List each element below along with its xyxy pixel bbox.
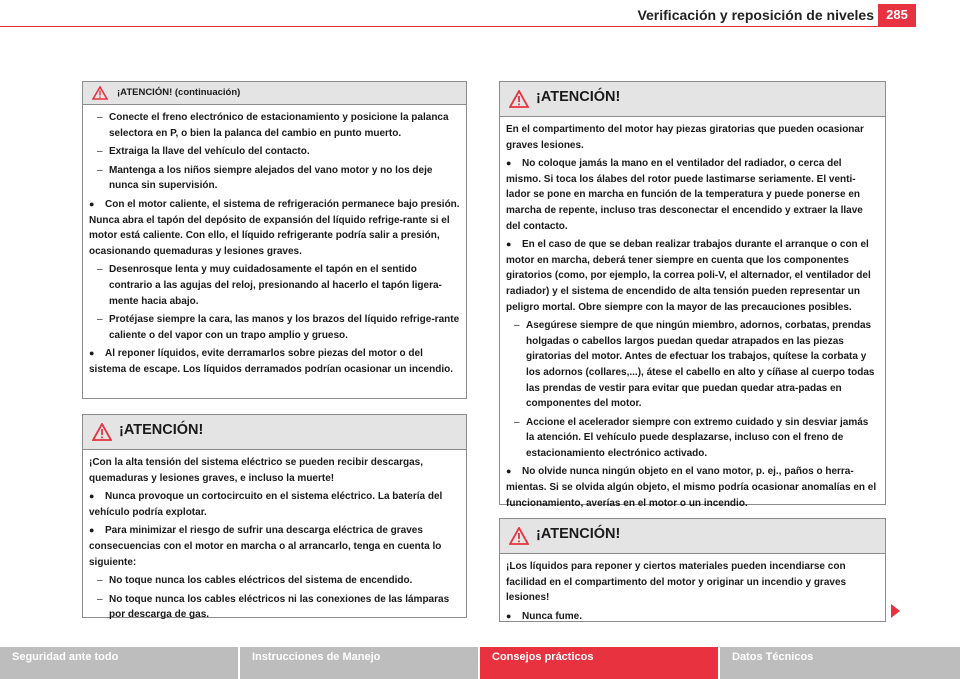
- bullet-item: [89, 523, 460, 570]
- next-page-arrow-icon[interactable]: [891, 604, 900, 618]
- warning-box-title: ¡ATENCIÓN!: [536, 526, 621, 542]
- dash-marker: –: [97, 575, 103, 587]
- bullet-item: [89, 346, 460, 377]
- bullet-marker: ●: [89, 198, 95, 209]
- dash-marker: –: [97, 314, 103, 326]
- tab-seguridad[interactable]: Seguridad ante todo: [0, 647, 238, 679]
- item-text: ¡Con la alta tensión del sistema eléctrico se pueden recibir descargas, quemaduras y lesiones graves, e incluso la muerte!: [89, 457, 424, 484]
- sub-step-item: [89, 163, 460, 194]
- item-text: Para minimizar el riesgo de sufrir una descarga eléctrica de graves consecuencias con el motor en marcha o al arrancarlo, tenga en cuenta lo siguiente:: [89, 525, 442, 568]
- dash-marker: –: [97, 164, 103, 176]
- bullet-item: [506, 237, 879, 315]
- item-text: Con el motor caliente, el sistema de refrigeración permanece bajo presión. Nunca abra el tapón del depósito de expansión del líquido refrige-rante si el motor está caliente. Con ello, el líquido refrigerante podría salir a presión, ocasionando quemaduras y lesiones graves.: [89, 198, 460, 257]
- bullet-item: [506, 156, 879, 234]
- item-text: No toque nunca los cables eléctricos ni las conexiones de las lámparas por descarga de gas.: [109, 593, 450, 621]
- bullet-marker: ●: [89, 348, 95, 359]
- dash-marker: –: [514, 320, 520, 332]
- warning-box-content: [500, 554, 885, 624]
- paragraph: [506, 559, 879, 606]
- bullet-item: [506, 609, 879, 625]
- warning-box-header: [83, 82, 466, 105]
- item-text: No coloque jamás la mano en el ventilador del radiador, o cerca del mismo. Si toca los álabes del rotor puede lastimarse seriamente. El venti-lador se pone en marcha en función de la temperatura y puede ponerse en marcha de repente, incluso tras desconectar el encendido y extraer la llave del contacto.: [506, 158, 863, 232]
- page-header-title: Verificación y reposición de niveles: [637, 7, 874, 23]
- sub-step-item: [89, 592, 460, 623]
- item-text: Al reponer líquidos, evite derramarlos sobre piezas del motor o del sistema de escape. Los líquidos derramados podrían ocasionar un incendio.: [89, 348, 453, 375]
- item-text: En el caso de que se deban realizar trabajos durante el arranque o con el motor en marcha, deberá tener siempre en cuenta que los componentes giratorios (como, por ejemplo, la correa poli-V, el alternador, el ventilador del radiador) y el sistema de encendido de alta tensión pueden representar un peligro mortal. Obre siempre con la mayor de las precauciones posibles.: [506, 239, 871, 313]
- warning-box-high-voltage: [82, 414, 467, 621]
- warning-box-title: ¡ATENCIÓN!: [119, 422, 204, 438]
- footer-nav: [0, 647, 960, 679]
- warning-triangle-icon: [92, 423, 112, 441]
- warning-box-rotating-parts: [499, 81, 886, 509]
- warning-box-title: ¡ATENCIÓN! (continuación): [117, 87, 241, 98]
- sub-step-item: [89, 144, 460, 160]
- bullet-marker: ●: [506, 239, 512, 250]
- warning-box-header: [83, 415, 466, 450]
- item-text: No toque nunca los cables eléctricos del sistema de encendido.: [109, 575, 413, 587]
- dash-marker: –: [97, 264, 103, 276]
- item-text: Asegúrese siempre de que ningún miembro, adornos, corbatas, prendas holgadas o cabellos largos puedan quedar atrapados en las piezas giratorias del motor. Antes de efectuar los trabajos, quítese la corbata y los adornos (collares,...), átese el cabello en alto y cíñase al cuerpo todas las prendas de vestir para evitar que puedan quedar atra-padas en componentes del motor.: [526, 320, 875, 410]
- item-text: Nunca provoque un cortocircuito en el sistema eléctrico. La batería del vehículo podría explotar.: [89, 491, 443, 518]
- dash-marker: –: [97, 146, 103, 158]
- dash-marker: –: [97, 593, 103, 605]
- tab-consejos[interactable]: Consejos prácticos: [480, 647, 718, 679]
- bullet-item: [89, 197, 460, 259]
- item-text: Accione el acelerador siempre con extremo cuidado y sin desviar jamás la atención. El vehículo puede desplazarse, incluso con el freno de estacionamiento electrónico activado.: [526, 416, 869, 459]
- dash-marker: –: [97, 112, 103, 123]
- item-text: Mantenga a los niños siempre alejados del vano motor y no los deje nunca sin supervisión.: [109, 164, 433, 192]
- sub-step-item: [89, 110, 460, 141]
- warning-box-content: [83, 105, 466, 378]
- item-text: Extraiga la llave del vehículo del contacto.: [109, 146, 310, 158]
- page-number: 285: [878, 4, 916, 26]
- bullet-item: [89, 489, 460, 520]
- warning-box-content: [83, 450, 466, 623]
- paragraph: [506, 122, 879, 153]
- warning-box-header: [500, 82, 885, 117]
- item-text: En el compartimento del motor hay piezas giratorias que pueden ocasionar graves lesiones.: [506, 124, 864, 151]
- item-text: Conecte el freno electrónico de estacionamiento y posicione la palanca selectora en P, o bien la palanca del cambio en punto muerto.: [109, 112, 449, 139]
- warning-box-continued: [82, 81, 467, 399]
- sub-step-item: [89, 262, 460, 309]
- warning-box-title: ¡ATENCIÓN!: [536, 89, 621, 105]
- bullet-marker: ●: [506, 466, 512, 477]
- dash-marker: –: [514, 416, 520, 428]
- bullet-marker: ●: [89, 491, 95, 502]
- warning-box-header: [500, 519, 885, 554]
- item-text: No olvide nunca ningún objeto en el vano motor, p. ej., paños o herra-mientas. Si se olvida algún objeto, el mismo podría ocasionar anomalías en el funcionamiento, averías en el motor o un incendio.: [506, 466, 877, 509]
- item-text: Desenrosque lenta y muy cuidadosamente el tapón en el sentido contrario a las agujas del reloj, presionando al hacerlo el tapón ligera-mente hacia abajo.: [109, 264, 442, 307]
- paragraph: [89, 455, 460, 486]
- warning-box-content: [500, 117, 885, 511]
- bullet-marker: ●: [506, 158, 512, 169]
- header-rule: [0, 26, 916, 27]
- warning-triangle-icon: [509, 90, 529, 108]
- bullet-marker: ●: [89, 525, 95, 536]
- sub-step-item: [89, 573, 460, 589]
- bullet-item: [506, 464, 879, 511]
- item-text: Nunca fume.: [522, 610, 583, 622]
- warning-triangle-icon: [92, 86, 108, 100]
- sub-step-item: [506, 318, 879, 412]
- warning-box-flammable: [499, 518, 886, 622]
- sub-step-item: [506, 415, 879, 462]
- bullet-marker: ●: [506, 610, 512, 621]
- sub-step-item: [89, 312, 460, 343]
- item-text: ¡Los líquidos para reponer y ciertos materiales pueden incendiarse con facilidad en el compartimento del motor y originar un incendio y graves lesiones!: [506, 561, 847, 604]
- warning-triangle-icon: [509, 527, 529, 545]
- tab-instrucciones[interactable]: Instrucciones de Manejo: [240, 647, 478, 679]
- tab-datos[interactable]: Datos Técnicos: [720, 647, 960, 679]
- item-text: Protéjase siempre la cara, las manos y los brazos del líquido refrige-rante caliente o del vapor con un trapo amplio y grueso.: [109, 314, 460, 341]
